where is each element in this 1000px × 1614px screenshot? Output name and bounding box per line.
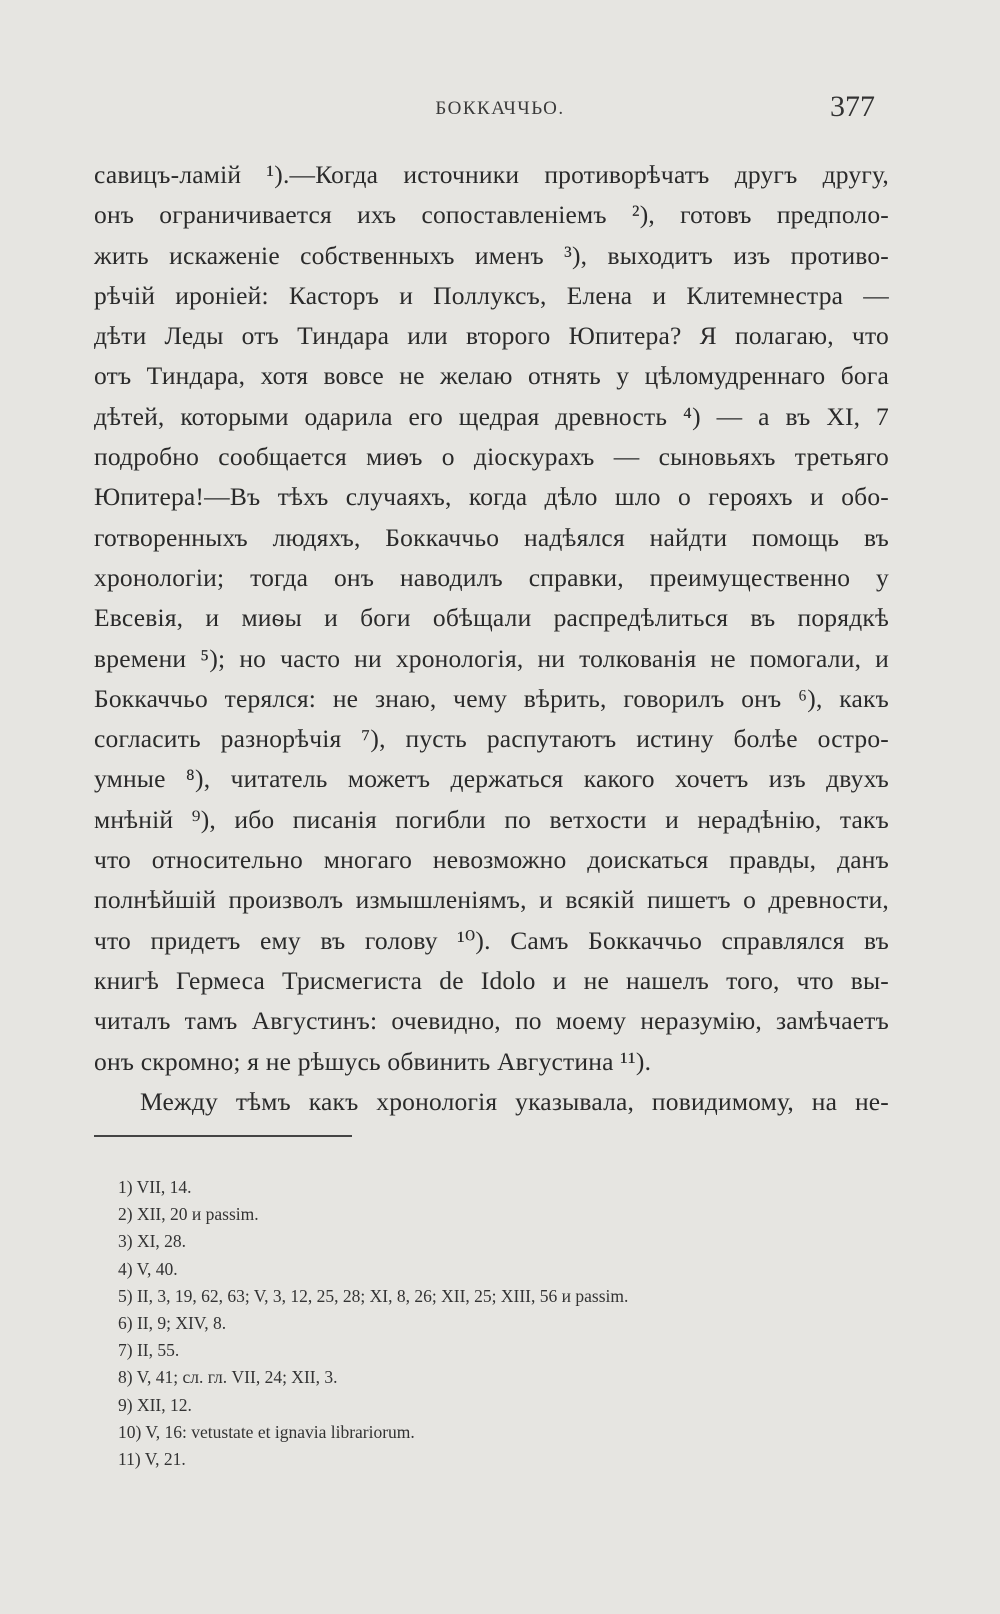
text-line: что придетъ ему въ голову ¹⁰). Самъ Боккаччьо справлялся въ	[94, 925, 889, 955]
text-line: Евсевія, и миѳы и боги обѣщали распредѣлиться въ порядкѣ	[94, 603, 889, 633]
running-header: БОККАЧЧЬО.	[435, 98, 565, 119]
page-number: 377	[830, 90, 875, 123]
footnote: 6) II, 9; XIV, 8.	[118, 1312, 227, 1333]
text-line: умные ⁸), читатель можетъ держаться какого хочетъ изъ двухъ	[94, 764, 889, 794]
text-line: жить искаженіе собственныхъ именъ ³), выходитъ изъ противо-	[94, 240, 889, 270]
text-line: книгѣ Гермеса Трисмегиста de Idolo и не нашелъ того, что вы-	[94, 965, 889, 995]
text-line: дѣтей, которыми одарила его щедрая древность ⁴) — а въ XI, 7	[94, 401, 889, 431]
text-line: рѣчій ироніей: Касторъ и Поллуксъ, Елена и Клитемнестра —	[94, 280, 889, 310]
footnote: 11) V, 21.	[118, 1448, 186, 1469]
text-line: что относительно многаго невозможно доискаться правды, данъ	[94, 845, 889, 875]
text-line: подробно сообщается миѳъ о діоскурахъ — сыновьяхъ третьяго	[94, 442, 889, 472]
footnote: 2) XII, 20 и passim.	[118, 1204, 259, 1225]
body-text	[94, 155, 889, 1122]
footnote: 10) V, 16: vetustate et ignavia librariorum.	[118, 1421, 415, 1442]
text-line: готворенныхъ людяхъ, Боккаччьо надѣялся найдти помощь въ	[94, 522, 889, 552]
footnote: 5) II, 3, 19, 62, 63; V, 3, 12, 25, 28; XI, 8, 26; XII, 25; XIII, 56 и passim.	[118, 1285, 629, 1306]
text-line: Юпитера!—Въ тѣхъ случаяхъ, когда дѣло шло о герояхъ и обо-	[94, 482, 889, 512]
footnote: 1) VII, 14.	[118, 1177, 192, 1197]
text-line: дѣти Леды отъ Тиндара или второго Юпитера? Я полагаю, что	[94, 321, 889, 351]
text-line: читалъ тамъ Августинъ: очевидно, по моему неразумію, замѣчаетъ	[94, 1006, 889, 1036]
text-line: савицъ-ламій ¹).—Когда источники противорѣчатъ другъ другу,	[94, 160, 889, 189]
text-line: мнѣній ⁹), ибо писанія погибли по ветхости и нерадѣнію, такъ	[94, 804, 889, 834]
text-line: онъ ограничивается ихъ сопоставленіемъ ²), готовъ предполо-	[94, 200, 889, 230]
text-line-paragraph-end: онъ скромно; я не рѣшусь обвинить Августина ¹¹).	[94, 1046, 652, 1076]
text-line-paragraph-start: Между тѣмъ какъ хронологія указывала, повидимому, на не-	[140, 1086, 889, 1116]
footnote: 3) XI, 28.	[118, 1231, 187, 1252]
text-line: времени ⁵); но часто ни хронологія, ни толкованія не помогали, и	[94, 643, 889, 673]
footnote-divider	[94, 1135, 352, 1137]
text-line: хронологіи; тогда онъ наводилъ справки, преимущественно у	[94, 562, 889, 592]
text-line: полнѣйшій произволъ измышленіямъ, и всякій пишетъ о древности,	[94, 885, 889, 915]
footnote: 4) V, 40.	[118, 1258, 178, 1279]
footnote: 7) II, 55.	[118, 1340, 180, 1361]
footnote: 8) V, 41; сл. гл. VII, 24; XII, 3.	[118, 1367, 338, 1388]
text-line: отъ Тиндара, хотя вовсе не желаю отнять у цѣломудреннаго бога	[94, 361, 889, 391]
text-line: согласить разнорѣчія ⁷), пусть распутаютъ истину болѣе остро-	[94, 724, 889, 754]
footnote: 9) XII, 12.	[118, 1394, 192, 1415]
text-line: Боккаччьо терялся: не знаю, чему вѣрить, говорилъ онъ ⁶), какъ	[94, 683, 889, 713]
footnotes	[118, 1174, 628, 1473]
